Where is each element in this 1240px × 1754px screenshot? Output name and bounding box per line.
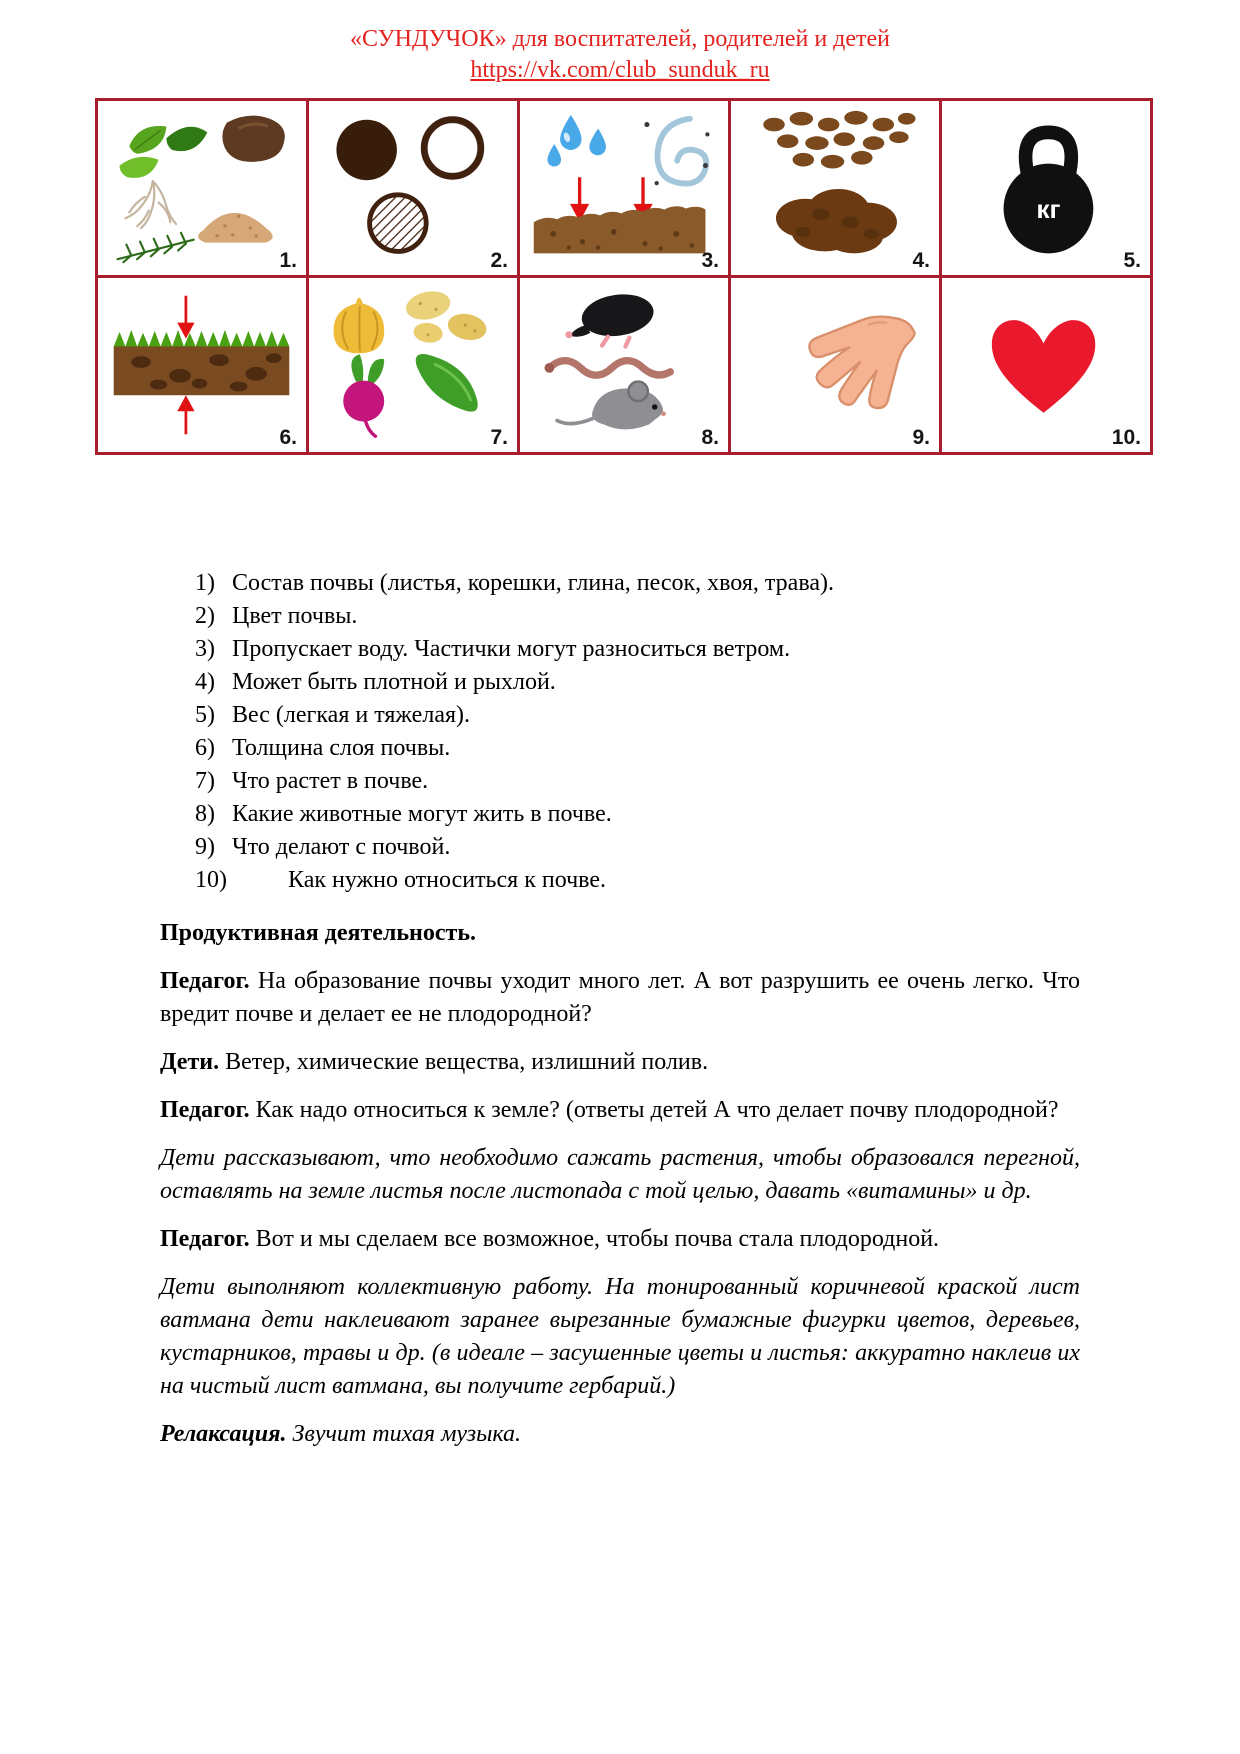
kettlebell-weight-icon	[946, 105, 1146, 271]
list-item-number: 4)	[195, 669, 215, 696]
list-item	[195, 798, 1080, 831]
cell-soil-color	[308, 100, 519, 277]
list-item-text: Цвет почвы.	[232, 603, 358, 630]
speaker-label: Педагог.	[160, 1097, 250, 1124]
mole	[565, 290, 656, 347]
cell-number: 2.	[490, 249, 508, 273]
list-item	[195, 567, 1080, 600]
list-item	[195, 699, 1080, 732]
list-item-text: Что растет в почве.	[232, 768, 429, 795]
page-title: «СУНДУЧОК» для воспитателей, родителей и детей	[349, 26, 891, 52]
list-item-text: Вес (легкая и тяжелая).	[232, 702, 470, 729]
cell-number: 6.	[279, 426, 297, 450]
list-item-number: 1)	[195, 570, 215, 597]
cell-hand	[730, 277, 941, 454]
cell-number: 5.	[1123, 249, 1141, 273]
speaker-label: Педагог.	[160, 968, 250, 995]
list-item-text: Толщина слоя почвы.	[232, 735, 451, 762]
kettlebell-label: кг	[1036, 194, 1061, 225]
cell-vegetables	[308, 277, 519, 454]
soil-color-circles-icon	[313, 105, 513, 271]
list-item	[195, 831, 1080, 864]
paragraph-pedagog-2	[160, 1094, 1080, 1127]
list-item	[195, 765, 1080, 798]
cell-number: 1.	[279, 249, 297, 273]
vegetables-icon	[313, 282, 513, 448]
paragraph-text: Вот и мы сделаем все возможное, чтобы почва стала плодородной.	[255, 1226, 940, 1253]
speaker-label: Педагог.	[160, 1226, 250, 1253]
loose-dense-soil-icon	[735, 105, 935, 271]
list-item	[195, 864, 1080, 897]
paragraph-deti-narrative	[160, 1142, 1080, 1208]
cell-layer-thickness	[97, 277, 308, 454]
list-item-number: 10)	[195, 867, 227, 894]
soil-animals-icon	[524, 282, 724, 448]
list-item-number: 6)	[195, 735, 215, 762]
cell-weight	[941, 100, 1152, 277]
list-item-number: 7)	[195, 768, 215, 795]
cell-number: 9.	[912, 426, 930, 450]
list-item	[195, 633, 1080, 666]
paragraph-pedagog-3	[160, 1223, 1080, 1256]
section-heading	[160, 917, 1080, 950]
paragraph-pedagog-1	[160, 965, 1080, 1031]
paragraphs	[160, 917, 1080, 1451]
paragraph-text: Как надо относиться к земле? (ответы детей А что делает почву плодородной?	[255, 1097, 1059, 1124]
list-item-number: 3)	[195, 636, 215, 663]
worm	[544, 361, 670, 376]
section-label: Релаксация.	[160, 1421, 287, 1448]
document-header	[0, 0, 1240, 86]
paragraph-text: На образование почвы уходит много лет. А вот разрушить ее очень легко. Что вредит почве и делает ее не плодородной?	[160, 968, 1080, 1028]
list-item-number: 8)	[195, 801, 215, 828]
cell-number: 7.	[490, 426, 508, 450]
list-item	[195, 600, 1080, 633]
soil-properties-list	[160, 567, 1080, 897]
list-item-text: Может быть плотной и рыхлой.	[232, 669, 556, 696]
cell-number: 3.	[701, 249, 719, 273]
list-item-text: Что делают с почвой.	[232, 834, 451, 861]
heart-icon	[946, 282, 1146, 448]
paragraph-text: Ветер, химические вещества, излишний полив.	[225, 1049, 709, 1076]
table-row	[97, 277, 1152, 454]
paragraph-text: Дети выполняют коллективную работу. На тонированный коричневой краской лист ватмана дети наклеивают заранее вырезанные бумажные фигурки цветов, деревьев, кустарников, травы и др. (в идеале – засушенные цветы и листья: аккуратно наклеив их на чистый лист ватмана, вы получите гербарий.)	[160, 1274, 1080, 1400]
speaker-label: Дети.	[160, 1049, 220, 1076]
soil-layer-thickness-icon	[102, 282, 302, 448]
paragraph-text: Дети рассказывают, что необходимо сажать растения, чтобы образовался перегной, оставлять на земле листья после листопада с той целью, давать «витамины» и др.	[160, 1145, 1080, 1205]
list-item-text: Как нужно относиться к почве.	[288, 867, 606, 894]
section-heading-text: Продуктивная деятельность.	[160, 920, 477, 947]
soil-components-icon	[102, 105, 302, 271]
cell-soil-components	[97, 100, 308, 277]
cell-number: 4.	[912, 249, 930, 273]
list-item	[195, 666, 1080, 699]
paragraph-text: Звучит тихая музыка.	[292, 1421, 521, 1448]
paragraph-deti-1	[160, 1046, 1080, 1079]
paragraph-activity-narrative	[160, 1271, 1080, 1403]
list-item-text: Какие животные могут жить в почве.	[232, 801, 612, 828]
table-row	[97, 100, 1152, 277]
list-item-number: 2)	[195, 603, 215, 630]
mouse	[557, 382, 666, 430]
water-wind-soil-icon	[524, 105, 724, 271]
cell-water-wind	[519, 100, 730, 277]
cell-animals	[519, 277, 730, 454]
document-body	[160, 567, 1080, 1451]
paragraph-relaxation	[160, 1418, 1080, 1451]
list-item-text: Состав почвы (листья, корешки, глина, песок, хвоя, трава).	[232, 570, 834, 597]
cell-number: 10.	[1111, 426, 1141, 450]
list-item	[195, 732, 1080, 765]
club-link[interactable]: https://vk.com/club_sunduk_ru	[470, 57, 770, 84]
illustration-table	[95, 98, 1153, 455]
list-item-number: 5)	[195, 702, 215, 729]
cell-heart	[941, 277, 1152, 454]
list-item-number: 9)	[195, 834, 215, 861]
cell-loose-dense	[730, 100, 941, 277]
cell-number: 8.	[701, 426, 719, 450]
hand-icon	[735, 282, 935, 448]
list-item-text: Пропускает воду. Частички могут разноситься ветром.	[232, 636, 791, 663]
